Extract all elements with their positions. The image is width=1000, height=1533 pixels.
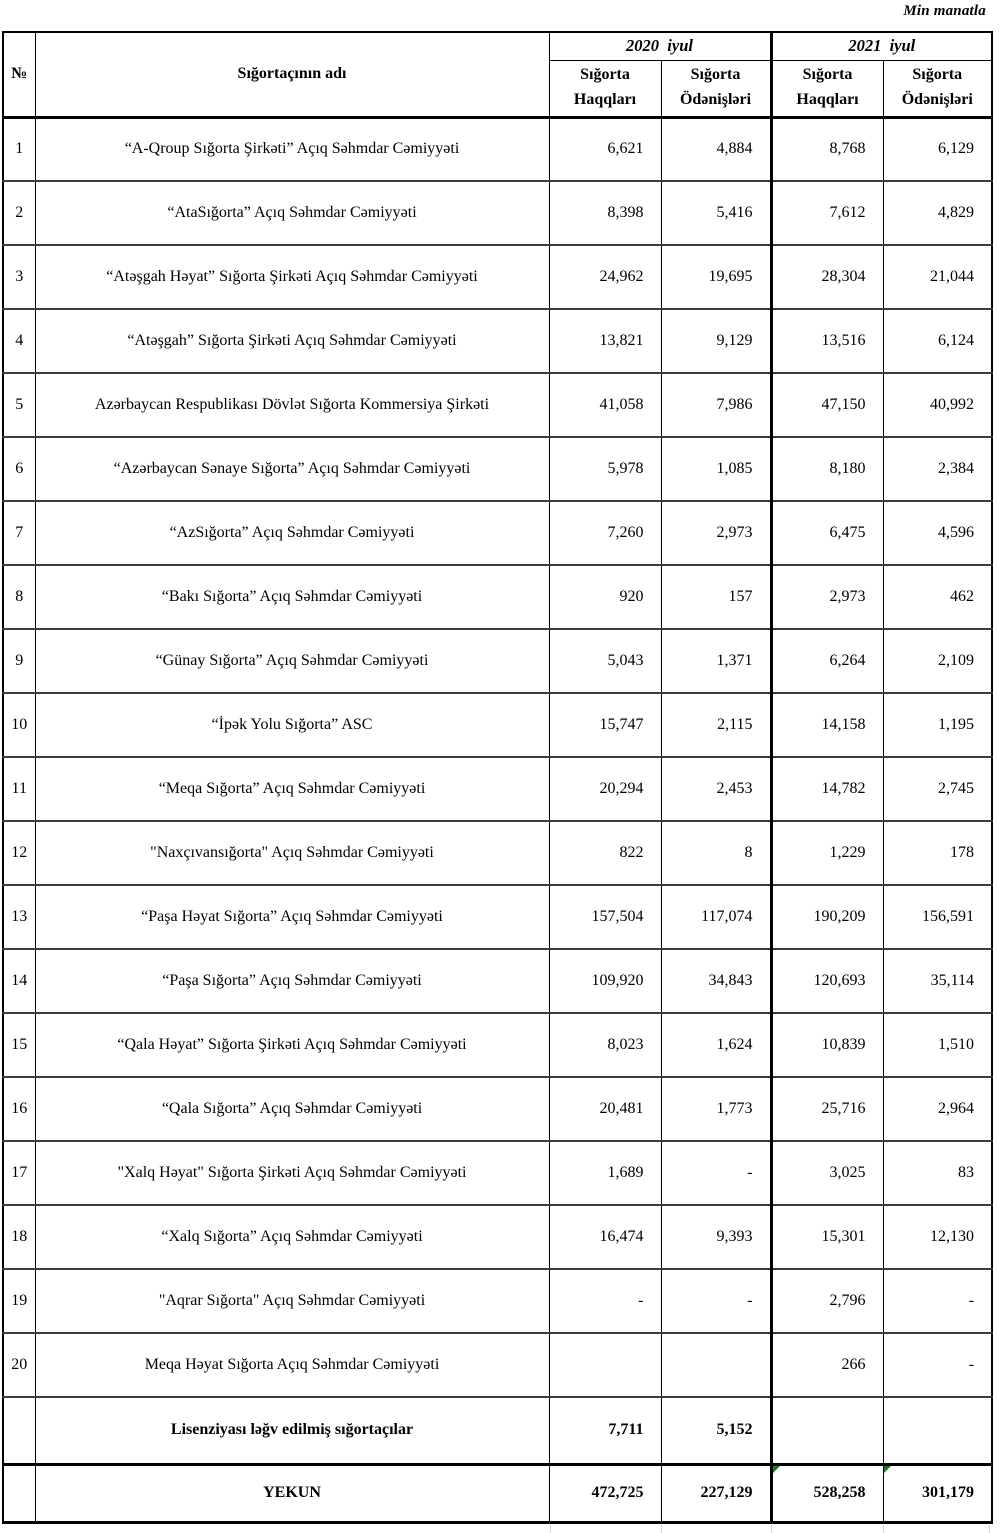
value-2021-payments: 2,745	[883, 757, 992, 821]
value-2020-payments: 2,973	[661, 501, 771, 565]
column-guide	[771, 1525, 772, 1533]
value-2021-payments: -	[883, 1333, 992, 1397]
value-2021-payments: 2,964	[883, 1077, 992, 1141]
value-2021-payments: 4,829	[883, 181, 992, 245]
table-row	[3, 1013, 992, 1077]
insurer-name: "Naxçıvansığorta" Açıq Səhmdar Cəmiyyəti	[35, 821, 549, 885]
value-2021-payments: 12,130	[883, 1205, 992, 1269]
value-2021-payments: 6,124	[883, 309, 992, 373]
unit-note: Min manatla	[903, 3, 986, 19]
value-2021-premiums: 266	[771, 1333, 883, 1397]
insurer-name: “Qala Sığorta” Açıq Səhmdar Cəmiyyəti	[35, 1077, 549, 1141]
row-number: 15	[3, 1013, 35, 1077]
value-2020-premiums: 20,481	[549, 1077, 661, 1141]
insurer-name: “Azərbaycan Sənaye Sığorta” Açıq Səhmdar Cəmiyyəti	[35, 437, 549, 501]
insurer-name: “AzSığorta” Açıq Səhmdar Cəmiyyəti	[35, 501, 549, 565]
column-guide	[661, 1525, 662, 1533]
table-row	[3, 117, 992, 181]
row-number: 18	[3, 1205, 35, 1269]
insurer-name: YEKUN	[35, 1464, 549, 1522]
value-2021-premiums: 8,768	[771, 117, 883, 181]
insurer-name: “Paşa Sığorta” Açıq Səhmdar Cəmiyyəti	[35, 949, 549, 1013]
table-row	[3, 1077, 992, 1141]
row-number: 8	[3, 565, 35, 629]
value-2021-payments: 462	[883, 565, 992, 629]
value-2021-premiums: 7,612	[771, 181, 883, 245]
insurance-statistics-table	[2, 31, 993, 1524]
value-2021-payments: 35,114	[883, 949, 992, 1013]
row-number: 4	[3, 309, 35, 373]
value-2021-payments	[883, 1397, 992, 1464]
value-2021-payments: -	[883, 1269, 992, 1333]
row-number: 3	[3, 245, 35, 309]
value-2020-payments: 1,624	[661, 1013, 771, 1077]
value-2021-premiums: 14,158	[771, 693, 883, 757]
row-number: 2	[3, 181, 35, 245]
value-2020-payments: 157	[661, 565, 771, 629]
value-2020-premiums: 5,978	[549, 437, 661, 501]
table-row	[3, 1464, 992, 1522]
value-2021-premiums: 1,229	[771, 821, 883, 885]
table-body	[3, 117, 992, 1522]
row-number	[3, 1464, 35, 1522]
insurer-name: “A-Qroup Sığorta Şirkəti” Açıq Səhmdar Cəmiyyəti	[35, 117, 549, 181]
insurer-name: “Bakı Sığorta” Açıq Səhmdar Cəmiyyəti	[35, 565, 549, 629]
header-premiums-2021: Sığorta Haqqları	[771, 60, 883, 117]
value-2020-payments: 7,986	[661, 373, 771, 437]
value-2021-payments: 178	[883, 821, 992, 885]
row-number: 11	[3, 757, 35, 821]
header-premiums-2020: Sığorta Haqqları	[549, 60, 661, 117]
insurer-name: “Qala Həyat” Sığorta Şirkəti Açıq Səhmdar Cəmiyyəti	[35, 1013, 549, 1077]
value-2021-payments: 1,195	[883, 693, 992, 757]
column-guide	[989, 1525, 990, 1533]
header-insurer-name: Sığortaçının adı	[35, 32, 549, 117]
header-payments-2020: Sığorta Ödənişləri	[661, 60, 771, 117]
value-2020-payments	[661, 1333, 771, 1397]
table-row	[3, 437, 992, 501]
header-group-row	[3, 32, 992, 60]
value-2020-premiums: 157,504	[549, 885, 661, 949]
value-2020-payments: 5,416	[661, 181, 771, 245]
value-2020-payments: 1,085	[661, 437, 771, 501]
value-2021-payments: 83	[883, 1141, 992, 1205]
row-number: 19	[3, 1269, 35, 1333]
value-2021-premiums: 13,516	[771, 309, 883, 373]
value-2020-premiums: -	[549, 1269, 661, 1333]
value-2020-payments: 2,453	[661, 757, 771, 821]
value-2021-premiums: 25,716	[771, 1077, 883, 1141]
row-number: 7	[3, 501, 35, 565]
value-2020-payments: 1,371	[661, 629, 771, 693]
value-2020-payments: 1,773	[661, 1077, 771, 1141]
row-number: 20	[3, 1333, 35, 1397]
table-row	[3, 1141, 992, 1205]
insurer-name: “Atəşgah” Sığorta Şirkəti Açıq Səhmdar Cəmiyyəti	[35, 309, 549, 373]
value-2021-payments: 2,384	[883, 437, 992, 501]
row-number: 14	[3, 949, 35, 1013]
value-2020-premiums: 20,294	[549, 757, 661, 821]
column-guide	[550, 1525, 551, 1533]
table-row	[3, 245, 992, 309]
value-2021-payments: 21,044	[883, 245, 992, 309]
value-2021-premiums: 2,973	[771, 565, 883, 629]
table-row	[3, 1205, 992, 1269]
value-2021-premiums: 6,475	[771, 501, 883, 565]
value-2021-payments: 156,591	[883, 885, 992, 949]
value-2020-premiums: 920	[549, 565, 661, 629]
row-number: 6	[3, 437, 35, 501]
value-2020-premiums: 41,058	[549, 373, 661, 437]
header-group-2020: 2020 iyul	[549, 32, 771, 60]
table-row	[3, 181, 992, 245]
value-2020-premiums: 7,260	[549, 501, 661, 565]
value-2021-premiums: 120,693	[771, 949, 883, 1013]
row-number: 1	[3, 117, 35, 181]
value-2021-premiums: 8,180	[771, 437, 883, 501]
value-2020-premiums: 24,962	[549, 245, 661, 309]
value-2021-premiums: 6,264	[771, 629, 883, 693]
value-2020-premiums: 6,621	[549, 117, 661, 181]
value-2021-premiums: 15,301	[771, 1205, 883, 1269]
table-row	[3, 949, 992, 1013]
column-guide	[883, 1525, 884, 1533]
value-2021-payments: 40,992	[883, 373, 992, 437]
value-2021-payments: 2,109	[883, 629, 992, 693]
value-2020-payments: -	[661, 1269, 771, 1333]
table-row	[3, 501, 992, 565]
row-number: 9	[3, 629, 35, 693]
row-number: 13	[3, 885, 35, 949]
value-2020-premiums: 1,689	[549, 1141, 661, 1205]
value-2020-payments: 8	[661, 821, 771, 885]
value-2020-premiums: 13,821	[549, 309, 661, 373]
row-number: 16	[3, 1077, 35, 1141]
value-2020-payments: 9,129	[661, 309, 771, 373]
value-2020-premiums: 7,711	[549, 1397, 661, 1464]
value-2020-payments: 5,152	[661, 1397, 771, 1464]
table-row	[3, 1397, 992, 1464]
value-2021-payments: 1,510	[883, 1013, 992, 1077]
value-2020-premiums: 8,023	[549, 1013, 661, 1077]
table-header	[3, 32, 992, 117]
insurer-name: "Xalq Həyat" Sığorta Şirkəti Açıq Səhmdar Cəmiyyəti	[35, 1141, 549, 1205]
table-row	[3, 629, 992, 693]
insurer-name: “Meqa Sığorta” Açıq Səhmdar Cəmiyyəti	[35, 757, 549, 821]
value-2020-premiums: 5,043	[549, 629, 661, 693]
table-row	[3, 821, 992, 885]
value-2021-premiums: 528,258	[771, 1464, 883, 1522]
value-2020-payments: 4,884	[661, 117, 771, 181]
insurer-name: “İpək Yolu Sığorta” ASC	[35, 693, 549, 757]
value-2021-premiums: 190,209	[771, 885, 883, 949]
insurer-name: Meqa Həyat Sığorta Açıq Səhmdar Cəmiyyəti	[35, 1333, 549, 1397]
table-row	[3, 885, 992, 949]
insurer-name: “Atəşgah Həyat” Sığorta Şirkəti Açıq Səhmdar Cəmiyyəti	[35, 245, 549, 309]
insurer-name: “Günay Sığorta” Açıq Səhmdar Cəmiyyəti	[35, 629, 549, 693]
row-number: 12	[3, 821, 35, 885]
row-number: 10	[3, 693, 35, 757]
header-group-2021: 2021 iyul	[771, 32, 992, 60]
insurer-name: "Aqrar Sığorta" Açıq Səhmdar Cəmiyyəti	[35, 1269, 549, 1333]
header-payments-2021: Sığorta Ödənişləri	[883, 60, 992, 117]
row-number: 5	[3, 373, 35, 437]
value-2020-premiums: 15,747	[549, 693, 661, 757]
table-row	[3, 565, 992, 629]
value-2020-premiums: 16,474	[549, 1205, 661, 1269]
value-2021-payments: 6,129	[883, 117, 992, 181]
insurer-name: “Paşa Həyat Sığorta” Açıq Səhmdar Cəmiyyəti	[35, 885, 549, 949]
value-2021-premiums	[771, 1397, 883, 1464]
value-2021-premiums: 28,304	[771, 245, 883, 309]
value-2020-payments: 34,843	[661, 949, 771, 1013]
value-2020-premiums: 109,920	[549, 949, 661, 1013]
value-2020-premiums: 472,725	[549, 1464, 661, 1522]
next-row-fragment	[0, 1525, 1000, 1533]
row-number: 17	[3, 1141, 35, 1205]
value-2020-payments: -	[661, 1141, 771, 1205]
insurer-name: “Xalq Sığorta” Açıq Səhmdar Cəmiyyəti	[35, 1205, 549, 1269]
insurer-name: Lisenziyası ləğv edilmiş sığortaçılar	[35, 1397, 549, 1464]
value-2020-premiums: 8,398	[549, 181, 661, 245]
table-row	[3, 757, 992, 821]
value-2020-payments: 19,695	[661, 245, 771, 309]
insurer-name: Azərbaycan Respublikası Dövlət Sığorta Kommersiya Şirkəti	[35, 373, 549, 437]
row-number	[3, 1397, 35, 1464]
value-2020-payments: 2,115	[661, 693, 771, 757]
header-no: №	[3, 32, 35, 117]
table-row	[3, 309, 992, 373]
table-row	[3, 693, 992, 757]
insurer-name: “AtaSığorta” Açıq Səhmdar Cəmiyyəti	[35, 181, 549, 245]
table-row	[3, 373, 992, 437]
value-2021-premiums: 47,150	[771, 373, 883, 437]
value-2020-payments: 227,129	[661, 1464, 771, 1522]
value-2021-payments: 4,596	[883, 501, 992, 565]
value-2021-premiums: 3,025	[771, 1141, 883, 1205]
table-row	[3, 1269, 992, 1333]
value-2021-premiums: 14,782	[771, 757, 883, 821]
value-2021-payments: 301,179	[883, 1464, 992, 1522]
value-2020-payments: 117,074	[661, 885, 771, 949]
value-2020-payments: 9,393	[661, 1205, 771, 1269]
table-row	[3, 1333, 992, 1397]
value-2020-premiums: 822	[549, 821, 661, 885]
value-2021-premiums: 10,839	[771, 1013, 883, 1077]
value-2020-premiums	[549, 1333, 661, 1397]
value-2021-premiums: 2,796	[771, 1269, 883, 1333]
